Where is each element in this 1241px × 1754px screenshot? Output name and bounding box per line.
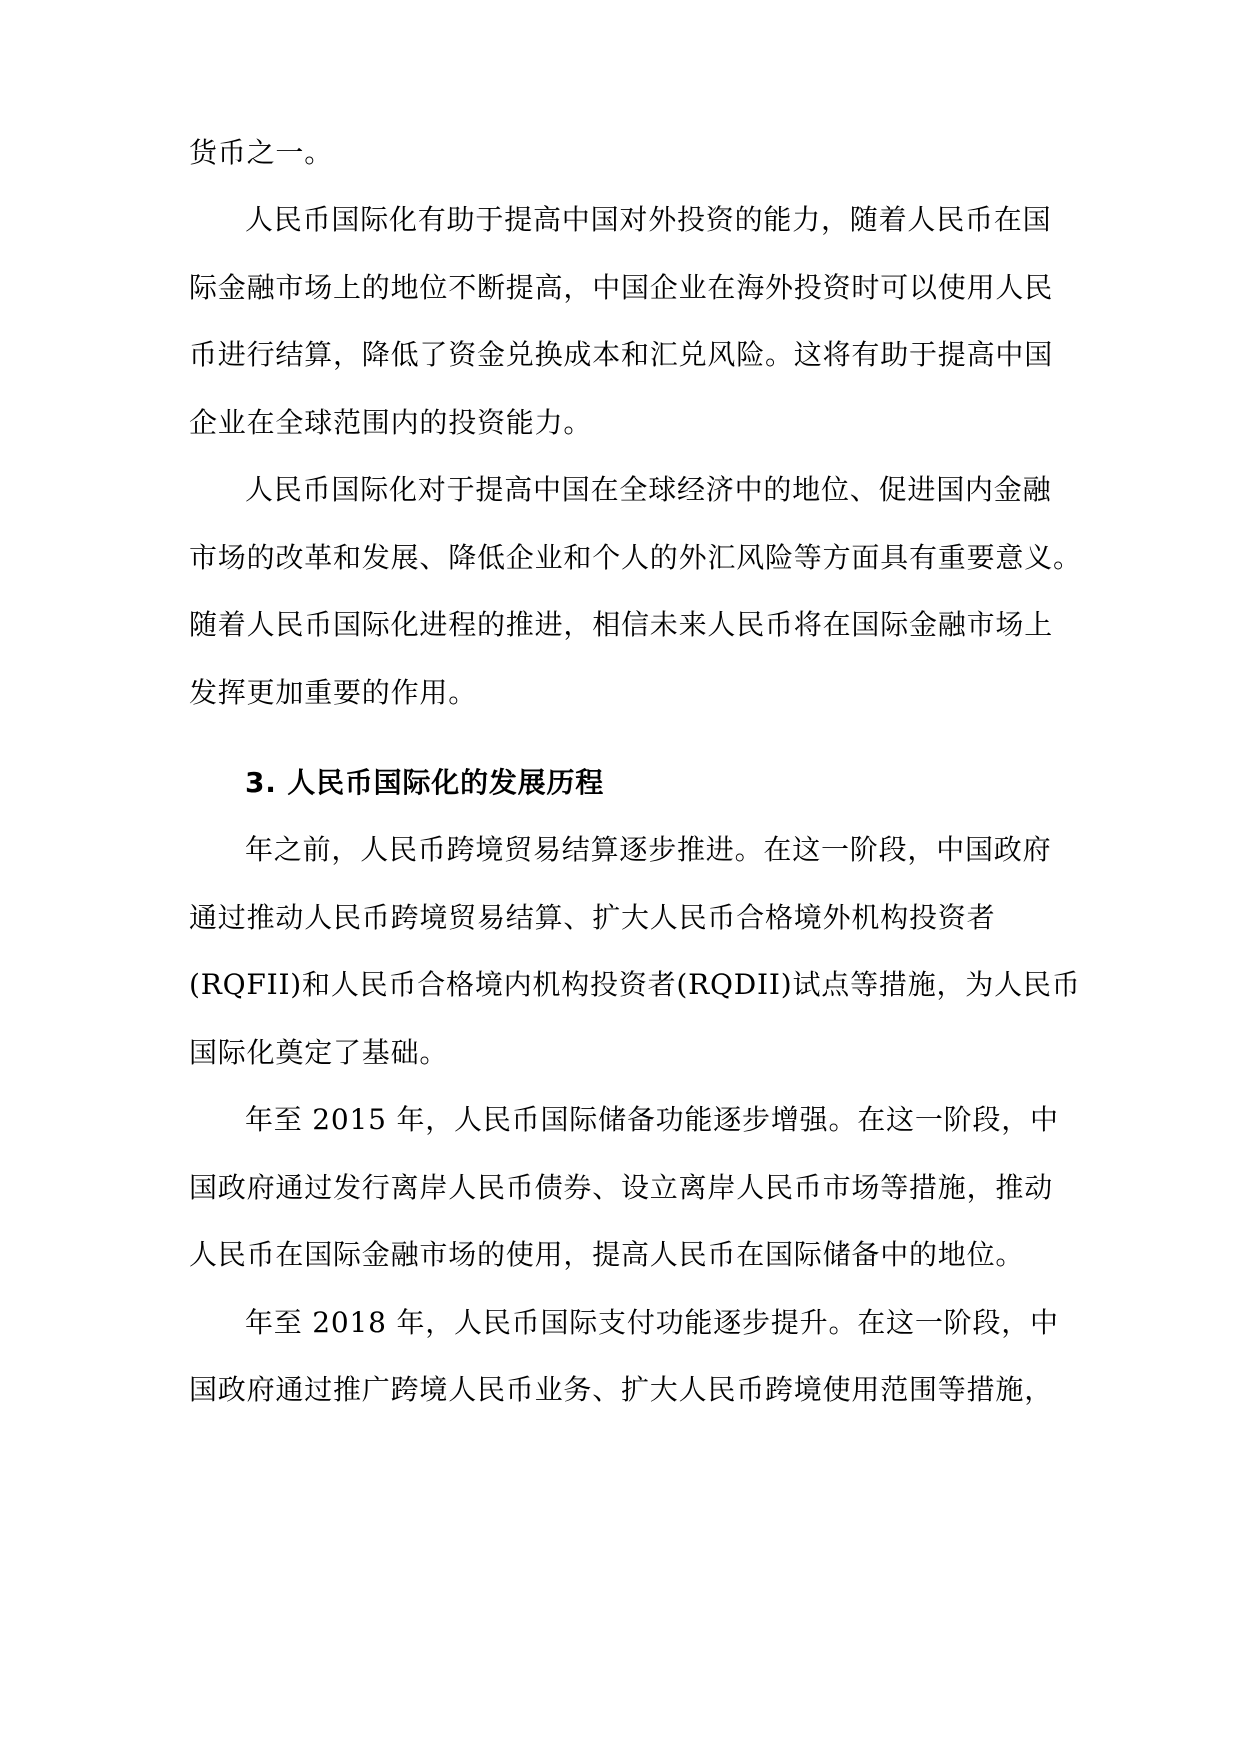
text-line: (RQFII)和人民币合格境内机构投资者(RQDII)试点等措施，为人民币 [189,968,1081,1001]
text-line: 国政府通过发行离岸人民币债券、设立离岸人民币市场等措施，推动 [189,1171,1054,1204]
text-line: 货币之一。 [189,136,334,169]
text-line: 人民币在国际金融市场的使用，提高人民币在国际储备中的地位。 [189,1238,1025,1271]
text-line: 市场的改革和发展、降低企业和个人的外汇风险等方面具有重要意义。 [189,541,1082,574]
text-line: 国际化奠定了基础。 [189,1036,449,1069]
text-line: 际金融市场上的地位不断提高，中国企业在海外投资时可以使用人民 [189,271,1054,304]
text-line: 发挥更加重要的作用。 [189,676,478,709]
paragraph-first-line: 人民币国际化对于提高中国在全球经济中的地位、促进国内金融 [245,473,1052,506]
section-heading: 3. 人民币国际化的发展历程 [245,766,605,799]
paragraph-first-line: 年至 2018 年，人民币国际支付功能逐步提升。在这一阶段，中 [245,1306,1059,1339]
text-line: 通过推动人民币跨境贸易结算、扩大人民币合格境外机构投资者 [189,901,996,934]
text-line: 国政府通过推广跨境人民币业务、扩大人民币跨境使用范围等措施， [189,1373,1054,1406]
paragraph-first-line: 年至 2015 年，人民币国际储备功能逐步增强。在这一阶段，中 [245,1103,1059,1136]
text-line: 随着人民币国际化进程的推进，相信未来人民币将在国际金融市场上 [189,608,1054,641]
text-line: 币进行结算，降低了资金兑换成本和汇兑风险。这将有助于提高中国 [189,338,1054,371]
paragraph-first-line: 人民币国际化有助于提高中国对外投资的能力，随着人民币在国 [245,203,1052,236]
text-line: 企业在全球范围内的投资能力。 [189,406,593,439]
paragraph-first-line: 年之前，人民币跨境贸易结算逐步推进。在这一阶段，中国政府 [245,833,1052,866]
